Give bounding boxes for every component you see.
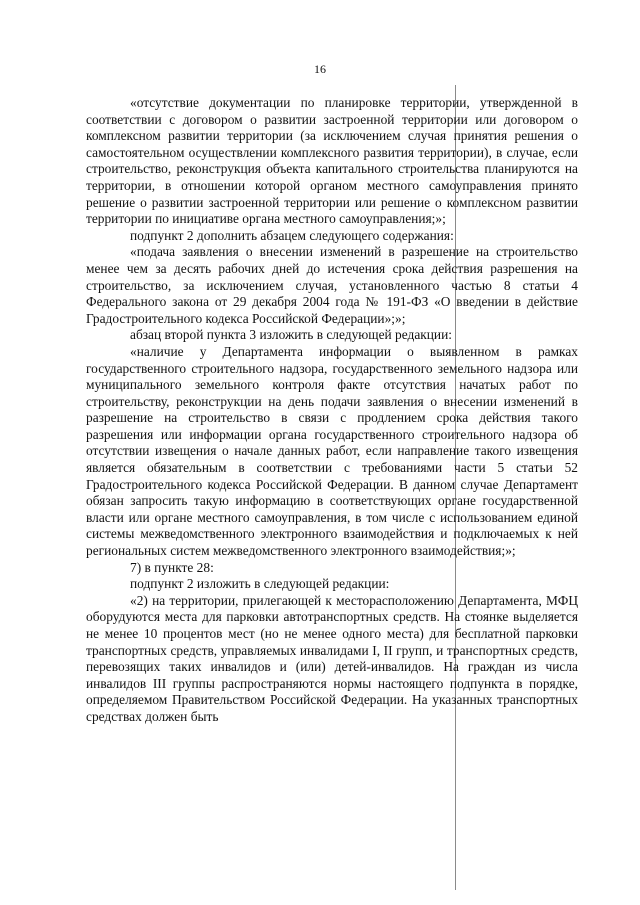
paragraph-construction-oversight: «наличие у Департамента информации о выявленном в рамках государственного строительного надзора, государственного земельного надзора или муниципального земельного контроля факте отсутствия начатых работ по строительству, реконструкции на день подачи заявления о внесении изменений в разрешение на строительство в связи с продлением срока действия такого разрешения или информации органа государственного строительного надзора об отсутствии извещения о начале данных работ, если направление такого извещения является обязательным в соответствии с требованиями части 5 статьи 52 Градостроительного кодекса Российской Федерации. В данном случае Департамент обязан запросить такую информацию в соответствующих органе государственной власти или органе местного самоуправления, в том числе с использованием единой системы межведомственного электронного взаимодействия и подключаемых к ней региональных систем межведомственного электронного взаимодействия;»; [86,343,578,559]
paragraph-item-7: 7) в пункте 28: [130,559,214,575]
paragraph-clause-3-edit: абзац второй пункта 3 изложить в следующей редакции: [130,327,452,343]
paragraph-application-deadline: «подача заявления о внесении изменений в разрешение на строительство менее чем за десять рабочих дней до истечения срока действия разрешения на строительство, за исключением случая, установленного частью 8 статьи 4 Федерального закона от 29 декабря 2004 года № 191-ФЗ «О введении в действие Градостроительного кодекса Российской Федерации»;»; [86,244,578,326]
page-number: 16 [314,62,326,76]
paragraph-missing-planning-docs: «отсутствие документации по планировке территории, утвержденной в соответствии с договором о развитии застроенной территории или договором о комплексном развитии территории (за исключением случая принятия решения о самостоятельном осуществлении комплексного развития территории), в случае, если строительство, реконструкция объекта капитального строительства планируются на территории, в отношении которой органом местного самоуправления принято решение о развитии застроенной территории или решение о комплексном развитии территории по инициативе органа местного самоуправления;»; [86,95,578,227]
paragraph-parking: «2) на территории, прилегающей к месторасположению Департамента, МФЦ оборудуются места для парковки автотранспортных средств. На стоянке выделяется не менее 10 процентов мест (но не менее одного места) для бесплатной парковки транспортных средств, управляемых инвалидами I, II групп, и транспортных средств, перевозящих таких инвалидов и (или) детей-инвалидов. На граждан из числа инвалидов III группы распространяются нормы настоящего подпункта в порядке, определяемом Правительством Российской Федерации. На указанных транспортных средствах должен быть [86,592,578,724]
document-body [86,95,578,726]
paragraph-subclause-2-addition: подпункт 2 дополнить абзацем следующего содержания: [130,227,454,243]
paragraph-subclause-2-edit: подпункт 2 изложить в следующей редакции: [130,576,390,592]
